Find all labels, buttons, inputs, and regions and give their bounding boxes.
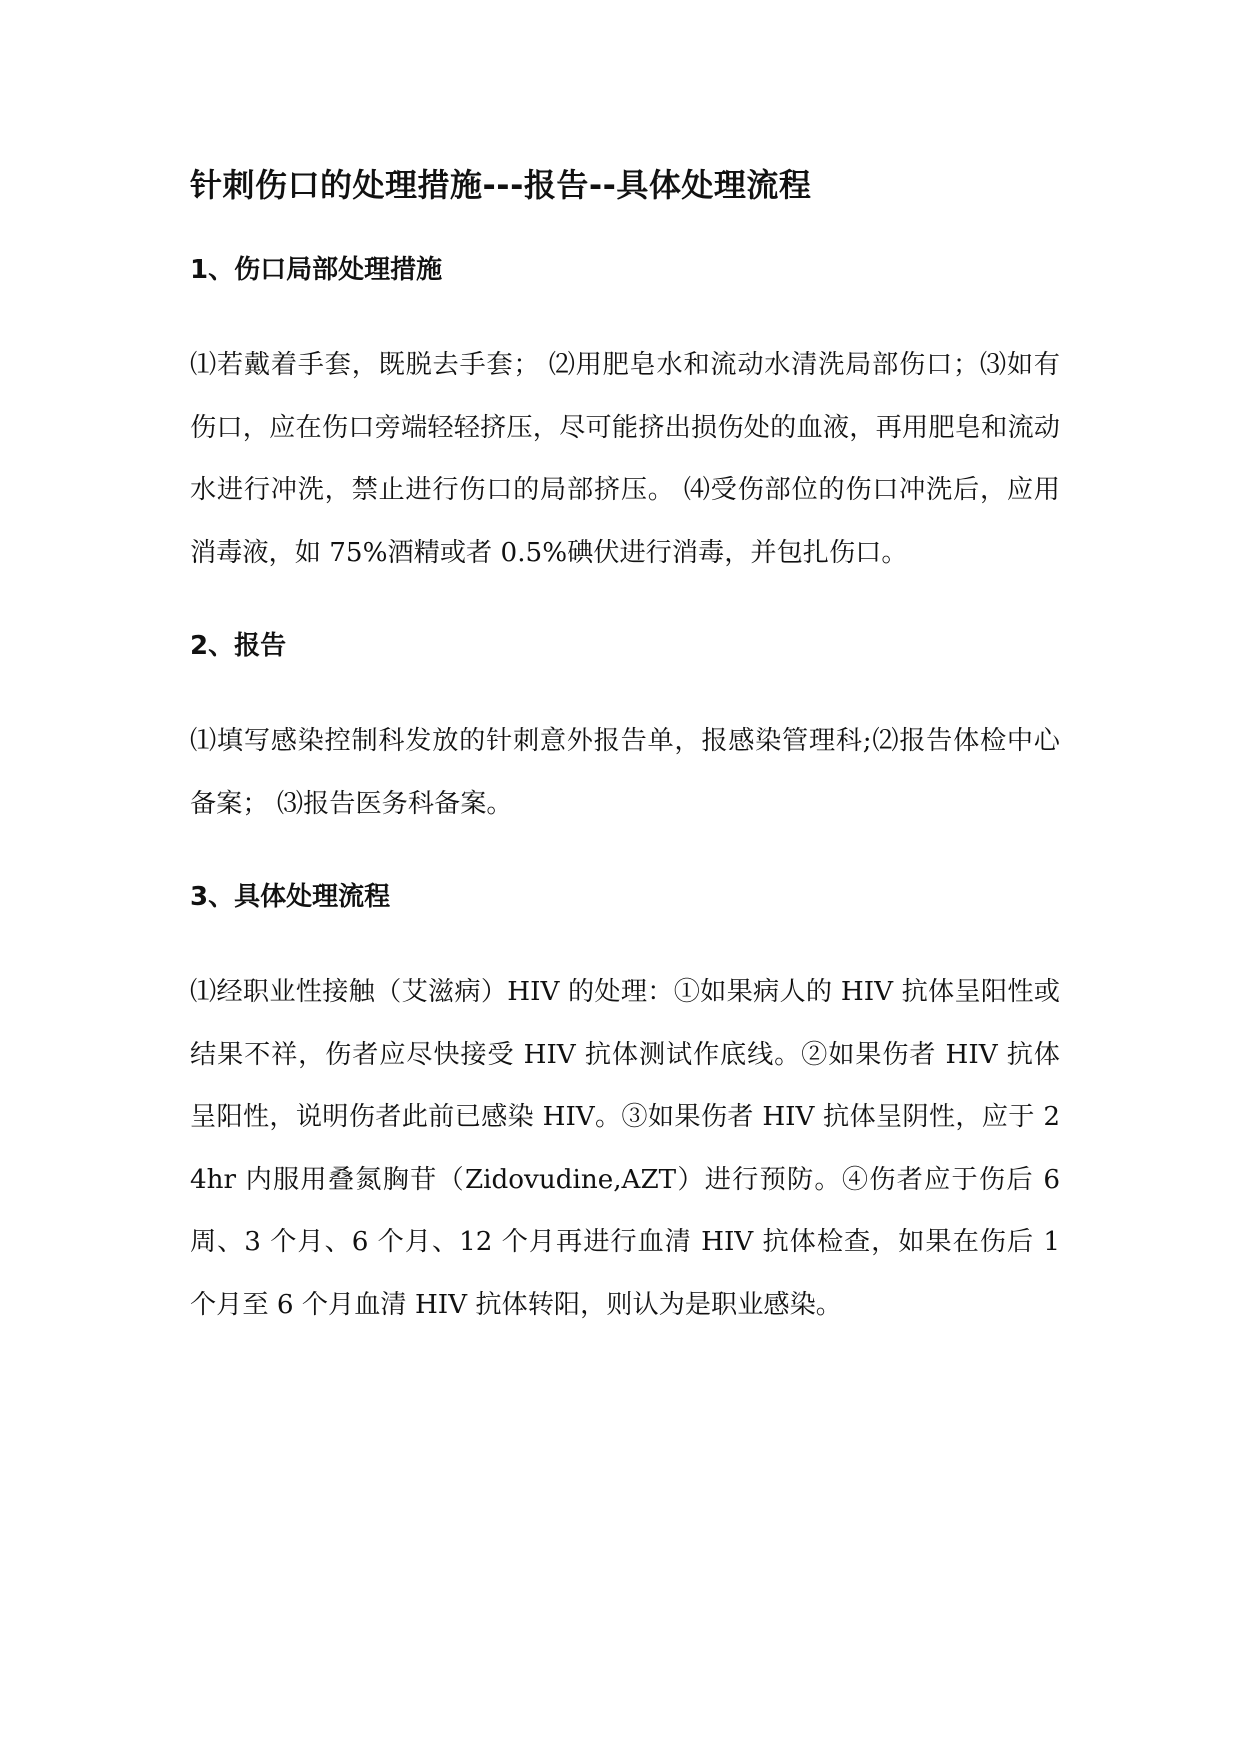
section-body-report: ⑴填写感染控制科发放的针刺意外报告单，报感染管理科;⑵报告体检中心备案； ⑶报告医务科备案。	[190, 726, 1060, 819]
document-page	[190, 150, 1060, 1336]
section-body-procedure: ⑴经职业性接触（艾滋病）HIV 的处理：①如果病人的 HIV 抗体呈阳性或结果不祥，伤者应尽快接受 HIV 抗体测试作底线。②如果伤者 HIV 抗体呈阳性，说明伤者此前已感染 HIV。③如果伤者 HIV 抗体呈阴性，应于 24hr 内服用叠氮胸苷（Zidovudine,AZT）进行预防。④伤者应于伤后 6 周、3 个月、6 个月、12 个月再进行血清 HIV 抗体检查，如果在伤后 1 个月至 6 个月血清 HIV 抗体转阳，则认为是职业感染。	[190, 977, 1060, 1320]
section-heading-wound-care: 1、伤口局部处理措施	[190, 255, 443, 285]
section-heading-report: 2、报告	[190, 631, 287, 661]
document-title: 针刺伤口的处理措施---报告--具体处理流程	[190, 166, 812, 204]
section-body-wound-care: ⑴若戴着手套，既脱去手套； ⑵用肥皂水和流动水清洗局部伤口；⑶如有伤口，应在伤口旁端轻轻挤压，尽可能挤出损伤处的血液，再用肥皂和流动水进行冲洗，禁止进行伤口的局部挤压。 ⑷受伤部位的伤口冲洗后，应用消毒液，如 75%酒精或者 0.5%碘伏进行消毒，并包扎伤口。	[190, 350, 1060, 568]
section-heading-procedure: 3、具体处理流程	[190, 882, 391, 912]
